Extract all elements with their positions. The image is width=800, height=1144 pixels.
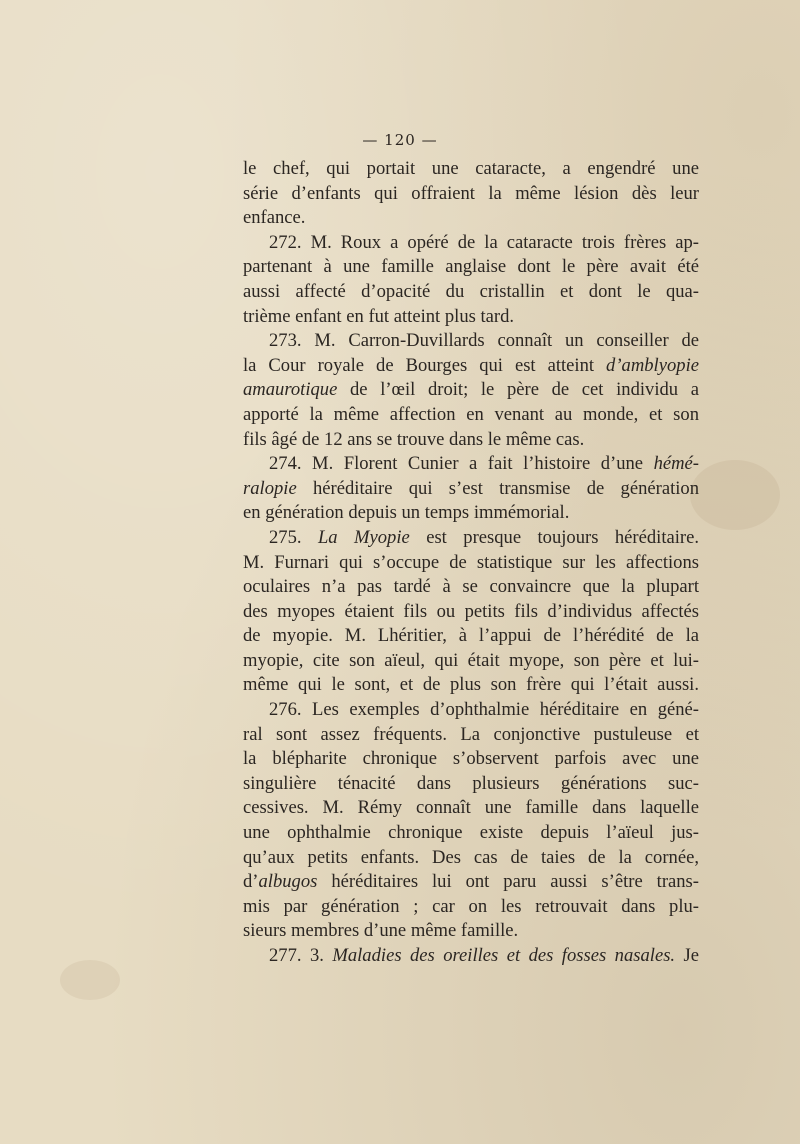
text-line [243, 206, 699, 231]
text-line [243, 600, 699, 625]
text-segment: héréditaire qui s’est transmise de génération [296, 477, 699, 499]
text-line [243, 649, 699, 674]
text-segment: 277. 3. [269, 945, 333, 966]
text-line [243, 329, 699, 354]
text-line [243, 182, 699, 207]
text-segment: 273. M. Carron-Duvillards connaît un conseiller de [269, 330, 699, 352]
text-segment: série d’enfants qui offraient la même lésion dès leur [243, 182, 699, 204]
text-line [243, 723, 699, 748]
text-line [243, 157, 699, 182]
text-segment: myopie, cite son aïeul, qui était myope, son père et lui- [243, 649, 699, 671]
text-segment: des myopes étaient fils ou petits fils d’individus affectés [243, 600, 699, 622]
text-line [243, 772, 699, 797]
text-segment: est presque toujours héréditaire. [409, 526, 700, 548]
text-segment: singulière ténacité dans plusieurs générations suc- [243, 772, 699, 794]
text-line [243, 796, 699, 821]
text-segment: ral sont assez fréquents. La conjonctive pustuleuse et [243, 723, 699, 745]
paper-stain [690, 460, 780, 530]
paper-stain [60, 960, 120, 1000]
text-line [243, 452, 699, 477]
text-segment: une ophthalmie chronique existe depuis l’aïeul jus- [243, 822, 699, 844]
italic-text: albugos [258, 871, 318, 893]
page-number: — 120 — [362, 131, 438, 149]
text-segment: 272. M. Roux a opéré de la cataracte trois frères ap- [269, 231, 699, 253]
text-line [243, 305, 699, 330]
text-line [243, 895, 699, 920]
text-segment: la Cour royale de Bourges qui est atteint [243, 354, 607, 376]
text-segment: aussi affecté d’opacité du cristallin et dont le qua- [243, 280, 699, 302]
text-segment: qu’aux petits enfants. Des cas de taies de la cornée, [243, 846, 699, 868]
italic-text: d’amblyopie [606, 354, 699, 376]
text-line [243, 673, 699, 698]
italic-text: La Myopie [317, 526, 410, 548]
text-line [243, 551, 699, 576]
text-line [243, 747, 699, 772]
text-line [243, 280, 699, 305]
text-line [243, 255, 699, 280]
text-segment: 274. M. Florent Cunier a fait l’histoire d’une [269, 453, 654, 475]
text-segment: apporté la même affection en venant au monde, et son [243, 403, 699, 425]
text-segment: d’ [243, 871, 259, 893]
text-segment: oculaires n’a pas tardé à se convaincre que la plupart [243, 576, 699, 598]
text-line [243, 870, 699, 895]
body-text [243, 157, 699, 969]
text-segment: en génération depuis un temps immémorial. [243, 502, 570, 524]
text-segment: mis par génération ; car on les retrouvait dans plu- [243, 895, 699, 917]
text-segment: la blépharite chronique s’observent parfois avec une [243, 748, 699, 770]
text-segment: de myopie. M. Lhéritier, à l’appui de l’hérédité de la [243, 625, 699, 647]
text-line [243, 698, 699, 723]
text-line [243, 821, 699, 846]
text-line [243, 403, 699, 428]
text-segment: héréditaires lui ont paru aussi s’être trans- [317, 871, 699, 893]
text-segment: cessives. M. Rémy connaît une famille dans laquelle [243, 797, 699, 819]
text-line [243, 526, 699, 551]
text-line [243, 624, 699, 649]
text-segment: 276. Les exemples d’ophthalmie héréditaire en géné- [269, 699, 699, 721]
text-segment: fils âgé de 12 ans se trouve dans le même cas. [243, 428, 585, 450]
text-segment: 275. [269, 526, 318, 548]
text-segment: de l’œil droit; le père de cet individu a [337, 379, 699, 401]
text-line [243, 575, 699, 600]
text-line [243, 354, 699, 379]
text-segment: sieurs membres d’une même famille. [243, 920, 519, 942]
text-line [243, 919, 699, 944]
text-segment: Je [675, 945, 700, 966]
text-line [243, 231, 699, 256]
text-line [243, 944, 699, 969]
text-segment: même qui le sont, et de plus son frère qui l’était aussi. [243, 674, 699, 696]
text-segment: M. Furnari qui s’occupe de statistique sur les affections [243, 551, 699, 573]
text-line [243, 428, 699, 453]
text-line [243, 846, 699, 871]
text-line [243, 501, 699, 526]
text-segment: enfance. [243, 207, 306, 229]
text-segment: partenant à une famille anglaise dont le père avait été [243, 256, 699, 278]
text-segment: trième enfant en fut atteint plus tard. [243, 305, 515, 327]
italic-text: amaurotique [243, 379, 338, 401]
text-line [243, 477, 699, 502]
text-segment: le chef, qui portait une cataracte, a engendré une [243, 158, 699, 179]
italic-text: hémé- [653, 453, 699, 475]
italic-text: Maladies des oreilles et des fosses nasales. [332, 945, 676, 966]
text-line [243, 378, 699, 403]
italic-text: ralopie [243, 477, 297, 499]
